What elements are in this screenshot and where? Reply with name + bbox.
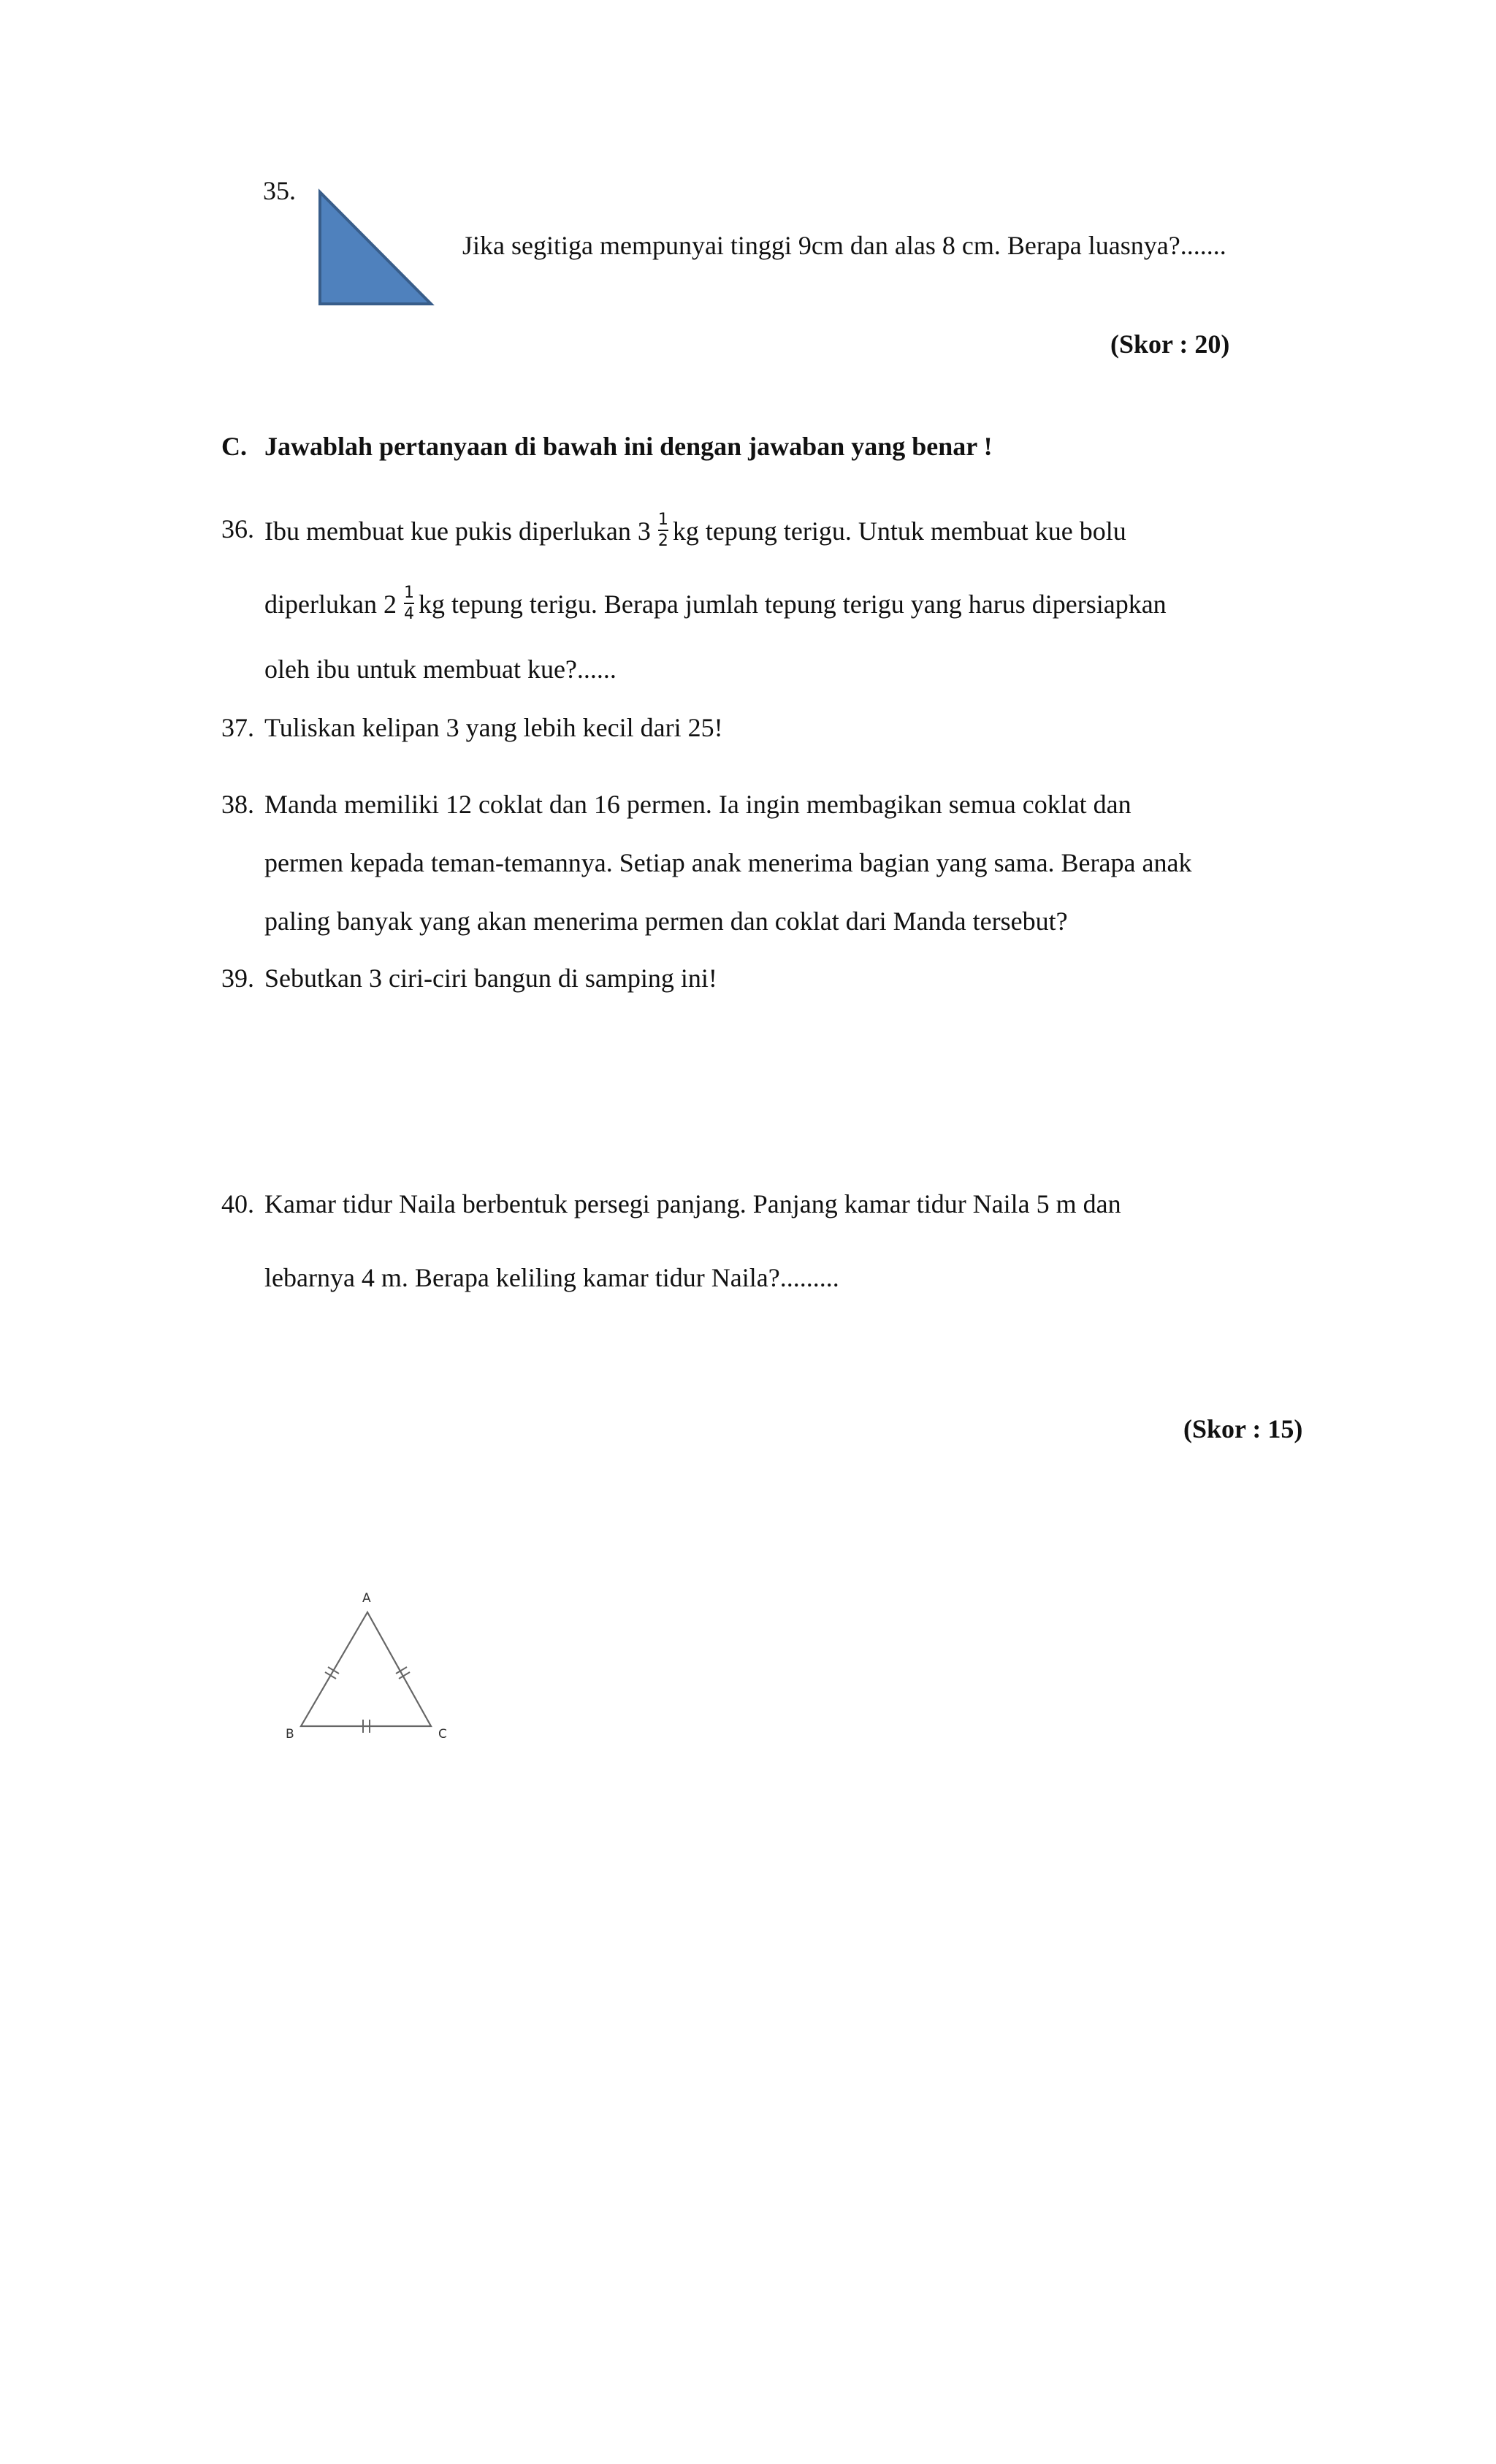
- fraction-numerator: 1: [403, 584, 414, 602]
- fraction-denominator: 4: [404, 603, 414, 624]
- q36-line-3: oleh ibu untuk membuat kue?......: [264, 655, 617, 684]
- q36-line-2-start: diperlukan 2: [264, 589, 397, 619]
- q35-question-text: Jika segitiga mempunyai tinggi 9cm dan alas 8 cm. Berapa luasnya?.......: [462, 231, 1226, 260]
- equilateral-triangle-figure: [274, 1582, 464, 1750]
- equilateral-triangle-shape: [301, 1612, 431, 1726]
- q38-number: 38.: [221, 790, 254, 819]
- q38-line-1: Manda memiliki 12 coklat dan 16 permen. Ia ingin membagikan semua coklat dan: [264, 790, 1131, 819]
- score-section-c: (Skor : 15): [1183, 1414, 1303, 1443]
- fraction-numerator: 1: [657, 511, 668, 529]
- q35-number: 35.: [263, 176, 296, 205]
- right-triangle-figure: [314, 188, 438, 309]
- q36-line-1-end: kg tepung terigu. Untuk membuat kue bolu: [672, 516, 1126, 546]
- fraction-one-half: [658, 511, 668, 551]
- right-triangle-shape: [320, 192, 431, 304]
- section-c-letter: C.: [221, 432, 247, 461]
- q38-line-2: permen kepada teman-temannya. Setiap anak menerima bagian yang sama. Berapa anak: [264, 848, 1192, 877]
- q40-line-1: Kamar tidur Naila berbentuk persegi panjang. Panjang kamar tidur Naila 5 m dan: [264, 1189, 1121, 1218]
- q36-line-2: [264, 584, 1167, 627]
- fraction-one-quarter: [404, 584, 414, 624]
- tick-mark-ab-1: [328, 1667, 339, 1674]
- q36-line-2-end: kg tepung terigu. Berapa jumlah tepung terigu yang harus dipersiapkan: [418, 589, 1167, 619]
- q37-number: 37.: [221, 713, 254, 742]
- q40-line-2: lebarnya 4 m. Berapa keliling kamar tidur Naila?.........: [264, 1263, 839, 1292]
- score-section-b: (Skor : 20): [1110, 329, 1230, 359]
- section-c-title: Jawablah pertanyaan di bawah ini dengan jawaban yang benar !: [264, 432, 993, 461]
- q36-line-1: [264, 511, 1126, 554]
- q40-number: 40.: [221, 1189, 254, 1218]
- vertex-label-a: A: [362, 1591, 371, 1606]
- q39-question-text: Sebutkan 3 ciri-ciri bangun di samping ini!: [264, 964, 717, 993]
- q38-line-3: paling banyak yang akan menerima permen dan coklat dari Manda tersebut?: [264, 907, 1068, 936]
- tick-mark-ab-2: [325, 1672, 336, 1679]
- q36-number: 36.: [221, 514, 254, 543]
- fraction-denominator: 2: [658, 530, 668, 551]
- q39-number: 39.: [221, 964, 254, 993]
- q37-question-text: Tuliskan kelipan 3 yang lebih kecil dari 25!: [264, 713, 723, 742]
- vertex-label-c: C: [438, 1727, 447, 1742]
- vertex-label-b: B: [286, 1727, 294, 1742]
- q36-line-1-start: Ibu membuat kue pukis diperlukan 3: [264, 516, 651, 546]
